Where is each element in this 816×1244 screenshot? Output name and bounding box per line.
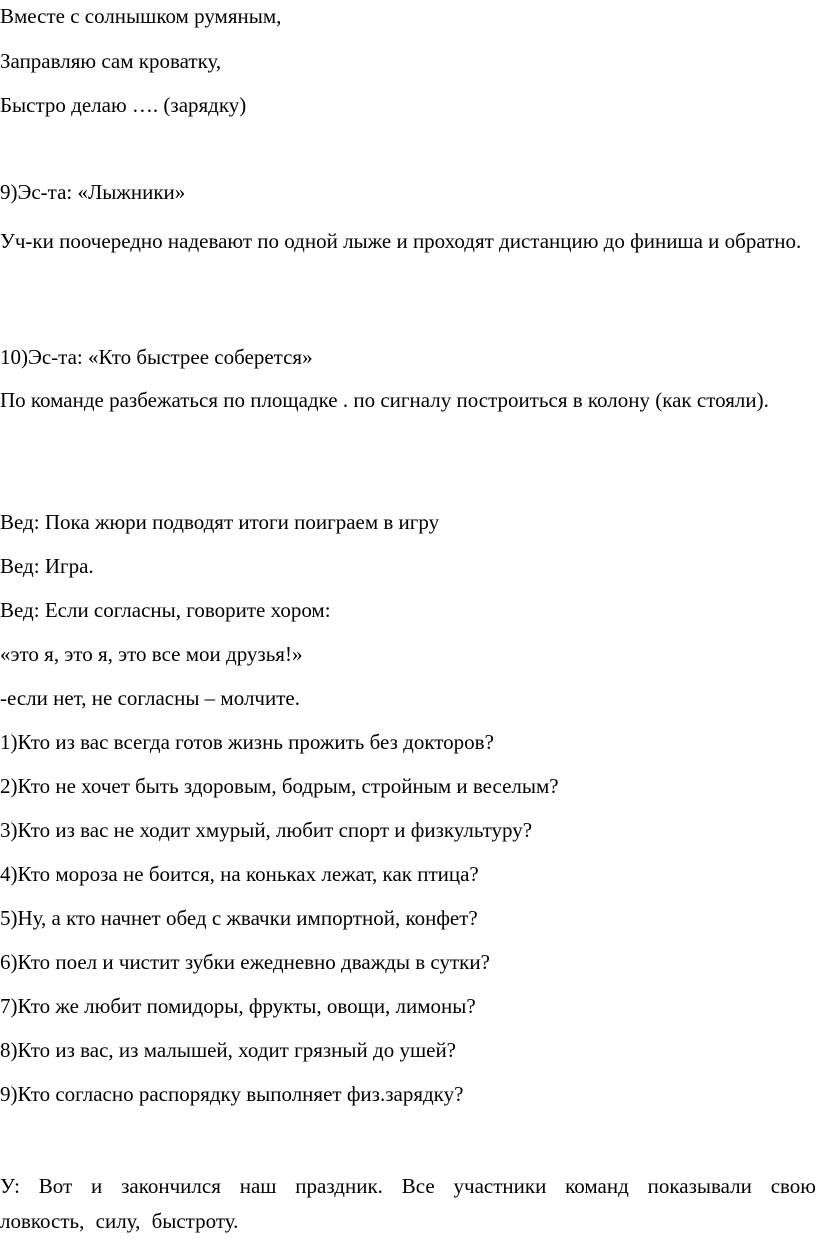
game-intro-line-3: Вед: Если согласны, говорите хором: bbox=[0, 598, 331, 622]
question-1: 1)Кто из вас всегда готов жизнь прожить без докторов? bbox=[0, 730, 494, 754]
game-intro-line-1: Вед: Пока жюри подводят итоги поиграем в игру bbox=[0, 510, 440, 534]
poem-line-3: Быстро делаю …. (зарядку) bbox=[0, 93, 247, 117]
question-8: 8)Кто из вас, из малышей, ходит грязный до ушей? bbox=[0, 1038, 457, 1062]
question-6: 6)Кто поел и чистит зубки ежедневно дважды в сутки? bbox=[0, 950, 490, 974]
question-2: 2)Кто не хочет быть здоровым, бодрым, стройным и веселым? bbox=[0, 774, 559, 798]
question-9: 9)Кто согласно распорядку выполняет физ.зарядку? bbox=[0, 1082, 464, 1106]
closing-paragraph: У: Вот и закончился наш праздник. Все участники команд показывали свою ловкость, силу, быстроту. bbox=[0, 1174, 816, 1233]
question-4: 4)Кто мороза не боится, на коньках лежат, как птица? bbox=[0, 862, 479, 886]
question-5: 5)Ну, а кто начнет обед с жвачки импортной, конфет? bbox=[0, 906, 478, 930]
question-7: 7)Кто же любит помидоры, фрукты, овощи, лимоны? bbox=[0, 994, 476, 1018]
poem-line-1: Вместе с солнышком румяным, bbox=[0, 4, 282, 28]
game-intro-line-2: Вед: Игра. bbox=[0, 554, 94, 578]
question-3: 3)Кто из вас не ходит хмурый, любит спорт и физкультуру? bbox=[0, 818, 533, 842]
exercise-9-title: 9)Эс-та: «Лыжники» bbox=[0, 180, 186, 204]
exercise-10-description: По команде разбежаться по площадке . по сигналу построиться в колону (как стояли). bbox=[0, 388, 769, 412]
game-answer-yes: «это я, это я, это все мои друзья!» bbox=[0, 642, 303, 666]
exercise-10-title: 10)Эс-та: «Кто быстрее соберется» bbox=[0, 345, 313, 369]
exercise-9-description: Уч-ки поочередно надевают по одной лыже и проходят дистанцию до финиша и обратно. bbox=[0, 229, 802, 253]
game-answer-no: -если нет, не согласны – молчите. bbox=[0, 686, 300, 710]
poem-line-2: Заправляю сам кроватку, bbox=[0, 49, 222, 73]
